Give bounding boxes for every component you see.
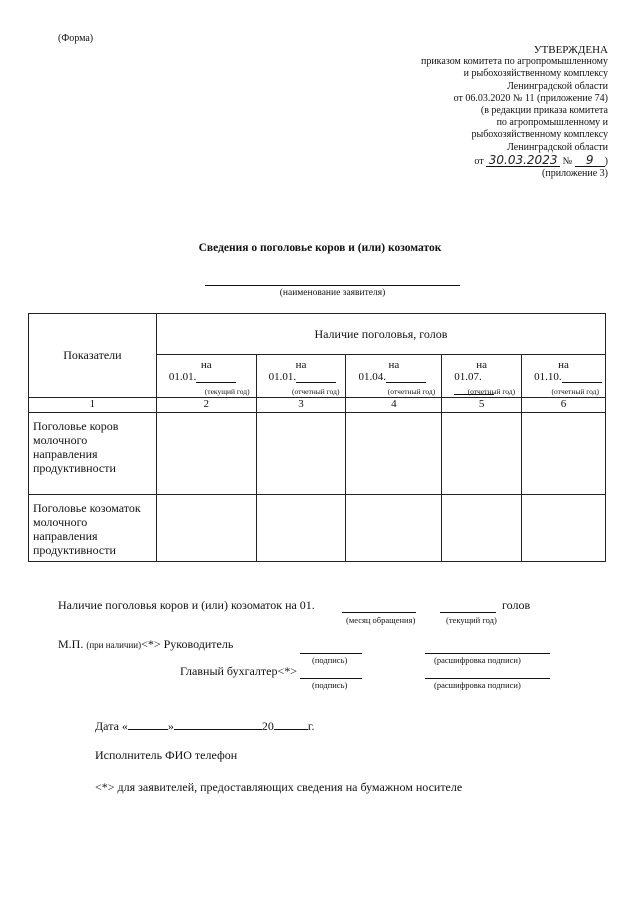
month-label: (месяц обращения) — [346, 615, 416, 625]
day-field[interactable] — [128, 718, 168, 730]
availability-text: Наличие поголовья коров и (или) козоматок на 01. — [58, 598, 315, 612]
date-sub-label: (отчетный год) — [387, 387, 436, 396]
data-cell[interactable] — [156, 413, 256, 495]
month-name-field[interactable] — [174, 718, 262, 730]
month-field[interactable] — [342, 612, 416, 613]
handwritten-number: 9 — [575, 154, 605, 167]
manager-line — [58, 637, 233, 652]
approval-heading: УТВЕРЖДЕНА — [533, 44, 608, 56]
decoding-label: (расшифровка подписи) — [434, 655, 521, 665]
heads-suffix: голов — [502, 598, 531, 612]
data-cell[interactable] — [522, 495, 606, 562]
date-field: 01.07. — [442, 371, 521, 395]
column-number: 4 — [346, 398, 442, 413]
table-row — [29, 413, 606, 495]
form-label: (Форма) — [58, 33, 94, 44]
signature-label: (подпись) — [312, 680, 348, 690]
approval-line: приказом комитета по агропромышленному — [420, 56, 608, 68]
manager-label: <*> Руководитель — [141, 637, 234, 651]
approval-line: рыбохозяйственному комплексу — [471, 129, 608, 141]
data-cell[interactable] — [442, 495, 522, 562]
handwritten-date: 30.03.2023 — [486, 154, 560, 167]
approval-line: Ленинградской области — [507, 141, 608, 153]
accountant-signature-field[interactable] — [300, 678, 362, 679]
applicant-name-line[interactable] — [205, 285, 460, 286]
signature-label: (подпись) — [312, 655, 348, 665]
applicant-name-label: (наименование заявителя) — [279, 288, 386, 298]
na-label: на — [476, 359, 488, 371]
year-field[interactable] — [440, 612, 496, 613]
date-field: 01.01. — [157, 371, 256, 383]
approval-block — [348, 44, 608, 180]
data-cell[interactable] — [346, 495, 442, 562]
accountant-decoding-field[interactable] — [425, 678, 550, 679]
table-row — [29, 495, 606, 562]
approval-line: и рыбохозяйственному комплексу — [463, 68, 608, 80]
column-number: 1 — [29, 398, 157, 413]
data-cell[interactable] — [346, 413, 442, 495]
accountant-label: Главный бухгалтер<*> — [180, 664, 298, 678]
manager-signature-field[interactable] — [300, 653, 362, 654]
date-field: 01.10. — [522, 371, 605, 383]
manager-decoding-field[interactable] — [425, 653, 550, 654]
livestock-table — [28, 313, 606, 562]
date-sub-label: (текущий год) — [204, 387, 250, 396]
row-label-goats: Поголовье козоматок молочного направления продуктивности — [29, 495, 157, 562]
approval-line: от 06.03.2020 № 11 (приложение 74) — [453, 92, 608, 104]
na-label: на — [558, 359, 569, 371]
row-label-cows: Поголовье коров молочного направления продуктивности — [29, 413, 157, 495]
approval-appendix: (приложение 3) — [542, 168, 608, 180]
year-suffix-field[interactable] — [274, 718, 308, 730]
data-cell[interactable] — [442, 413, 522, 495]
executor-line: Исполнитель ФИО телефон — [95, 748, 238, 762]
column-number: 6 — [522, 398, 606, 413]
data-cell[interactable] — [256, 413, 346, 495]
data-cell[interactable] — [256, 495, 346, 562]
date-sub-label: (отчетный год) — [551, 387, 599, 396]
column-number: 2 — [156, 398, 256, 413]
approval-line: (в редакции приказа комитета — [480, 105, 608, 117]
footnote: <*> для заявителей, предоставляющих сведения на бумажном носителе — [95, 780, 463, 794]
column-number: 5 — [442, 398, 522, 413]
mp-prefix: М.П. — [58, 637, 84, 651]
na-label: на — [200, 359, 212, 371]
data-cell[interactable] — [522, 413, 606, 495]
date-column-header — [156, 355, 256, 398]
na-label: на — [295, 359, 307, 371]
approval-line: Ленинградской области — [507, 80, 608, 92]
availability-header: Наличие поголовья, голов — [156, 314, 605, 355]
date-column-header — [522, 355, 606, 398]
document-title: Сведения о поголовье коров и (или) козоматок — [198, 242, 442, 254]
date-field: 01.04. — [346, 371, 441, 383]
date-line: Дата « » 20 г. — [95, 719, 315, 733]
date-sub-label: (отчетный год) — [467, 387, 516, 396]
mp-small: (при наличии) — [86, 640, 142, 650]
approval-order-line — [348, 154, 608, 168]
date-field: 01.01. — [257, 371, 346, 383]
date-sub-label: (отчетный год) — [291, 387, 340, 396]
number-prefix: № — [562, 155, 573, 167]
column-number: 3 — [256, 398, 346, 413]
date-column-header — [256, 355, 346, 398]
indicators-header: Показатели — [29, 314, 157, 398]
from-prefix: от — [474, 155, 484, 167]
data-cell[interactable] — [156, 495, 256, 562]
date-column-header — [442, 355, 522, 398]
na-label: на — [388, 359, 400, 371]
year-label: (текущий год) — [446, 615, 497, 625]
closing-paren: ) — [604, 155, 608, 167]
date-column-header — [346, 355, 442, 398]
approval-line: по агропромышленному и — [496, 117, 608, 129]
decoding-label: (расшифровка подписи) — [434, 680, 521, 690]
